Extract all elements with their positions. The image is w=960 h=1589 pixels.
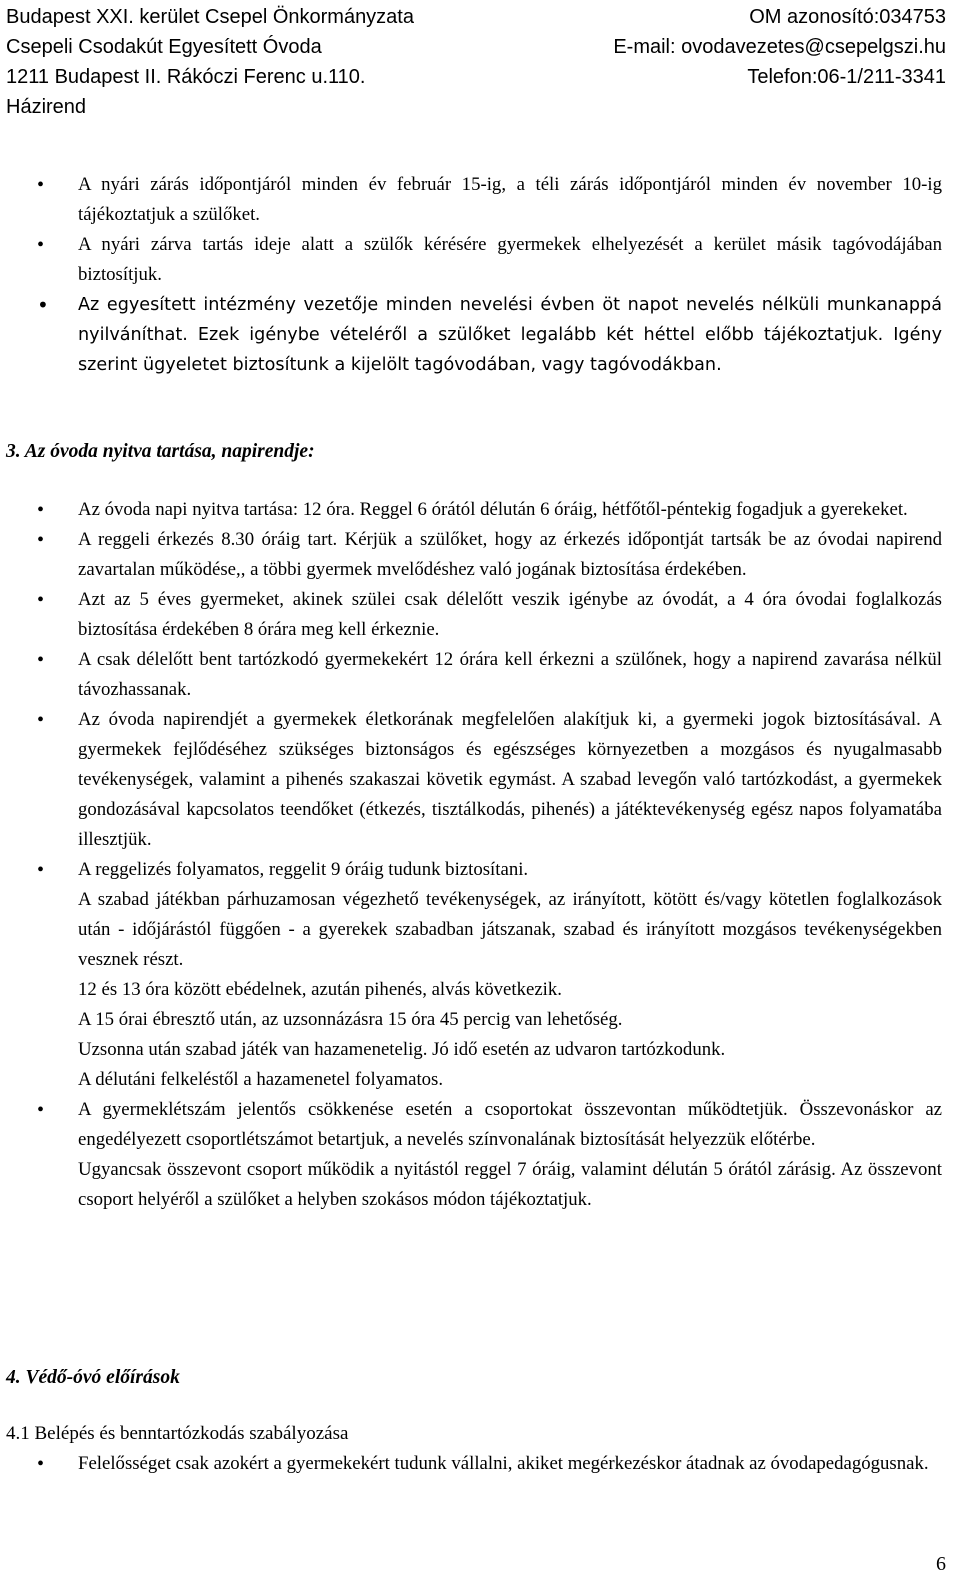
header-municipality: Budapest XXI. kerület Csepel Önkormányzata [6,6,414,28]
section-4-body [0,1449,960,1479]
list-item: • A csak délelőtt bent tartózkodó gyermekekért 12 órára kell érkezni a szülőnek, hogy a napirend zavarása nélkül távozhassanak. [0,645,942,705]
list-item: • Felelősséget csak azokért a gyermekekért tudunk vállalni, akiket megérkezéskor átadnak az óvodapedagógusnak. [0,1449,942,1479]
document-body [0,170,960,380]
header-email: E-mail: ovodavezetes@csepelgszi.hu [613,36,946,58]
header-address: 1211 Budapest II. Rákóczi Ferenc u.110. [6,66,366,88]
list-item: • A nyári zárás időpontjáról minden év február 15-ig, a téli zárás időpontjáról minden év november 10-ig tájékoztatjuk a szülőket. [0,170,942,230]
paragraph: Uzsonna után szabad játék van hazamenetelig. Jó idő esetén az udvaron tartózkodunk. [78,1039,726,1060]
group-merge-list [0,1095,960,1155]
paragraph: 12 és 13 óra között ebédelnek, azután pihenés, alvás következik. [78,979,562,1000]
list-item: • A gyermeklétszám jelentős csökkenése esetén a csoportokat összevontan működtetjük. Összevonáskor az engedélyezett csoportlétszámot betartjuk, a nevelés színvonalának biztosítását helyezzük előtérbe. [0,1095,942,1155]
opening-hours-list [0,495,960,885]
page-number: 6 [936,1553,946,1575]
list-item: • A reggeli érkezés 8.30 óráig tart. Kérjük a szülőket, hogy az érkezés időpontját tartsák be az óvodai napirend zavartalan működése,, a többi gyermek mvelődéshez való jogának biztosítása érdekében. [0,525,942,585]
section-4-1-heading: 4.1 Belépés és benntartózkodás szabályozása [6,1423,349,1444]
list-item: • A reggelizés folyamatos, reggelit 9 óráig tudunk biztosítani. [0,855,942,885]
paragraph: A délutáni felkeléstől a hazamenetel folyamatos. [78,1069,444,1090]
paragraph: Ugyancsak összevont csoport működik a nyitástól reggel 7 óráig, valamint délután 5 órától zárásig. Az összevont csoport helyéről a szülőket a helyben szokásos módon tájékoztatjuk. [78,1159,942,1210]
header-row [6,92,946,122]
section-3-body [0,495,960,1215]
list-item: • A nyári zárva tartás ideje alatt a szülők kérésére gyermekek elhelyezését a kerület másik tagóvodájában biztosítjuk. [0,230,942,290]
paragraph: A szabad játékban párhuzamosan végezhető tevékenységek, az irányított, kötött és/vagy kötetlen foglalkozások után - időjárástól függően - a gyerekek szabadban játszanak, szabad és irányított mozgásos tevékenységekben vesznek részt. [78,889,942,970]
list-item: • Az óvoda napi nyitva tartása: 12 óra. Reggel 6 órától délután 6 óráig, hétfőtől-péntekig fogadjuk a gyerekeket. [0,495,942,525]
header-row [6,32,946,62]
section-3-heading: 3. Az óvoda nyitva tartása, napirendje: [6,441,315,462]
header-doc-title: Házirend [6,96,87,118]
section-4-heading: 4. Védő-óvó előírások [6,1367,180,1388]
document-header [6,2,946,122]
header-row [6,2,946,32]
header-om-id: OM azonosító:034753 [749,6,946,28]
list-item: • Azt az 5 éves gyermeket, akinek szülei csak délelőtt veszik igénybe az óvodát, a 4 óra óvodai foglalkozás biztosítása érdekében 8 órára meg kell érkeznie. [0,585,942,645]
list-item: • Az óvoda napirendjét a gyermekek életkorának megfelelően alakítjuk ki, a gyermeki jogok biztosításával. A gyermekek fejlődéséhez szükséges biztonságos és egészséges környezetben a mozgásos és nyugalmasabb tevékenységek, valamint a pihenés szakaszai követik egymást. A szabad levegőn való tartózkodást, a gyermekek gondozásával kapcsolatos teendőket (étkezés, tisztálkodás, pihenés) a játéktevékenység egész napos folyamatába illesztjük. [0,705,942,855]
header-phone: Telefon:06-1/211-3341 [747,66,946,88]
list-item: • Az egyesített intézmény vezetője minden nevelési évben öt napot nevelés nélküli munkanappá nyilváníthat. Ezek igénybe vételéről a szülőket legalább két héttel előbb tájékoztatjuk. Igény szerint ügyeletet biztosítunk a kijelölt tagóvodában, vagy tagóvodákban. [0,290,942,380]
paragraph: A 15 órai ébresztő után, az uzsonnázásra 15 óra 45 percig van lehetőség. [78,1009,623,1030]
header-row [6,62,946,92]
header-institution: Csepeli Csodakút Egyesített Óvoda [6,36,322,58]
entry-rules-list [0,1449,960,1479]
closing-list [0,170,960,380]
